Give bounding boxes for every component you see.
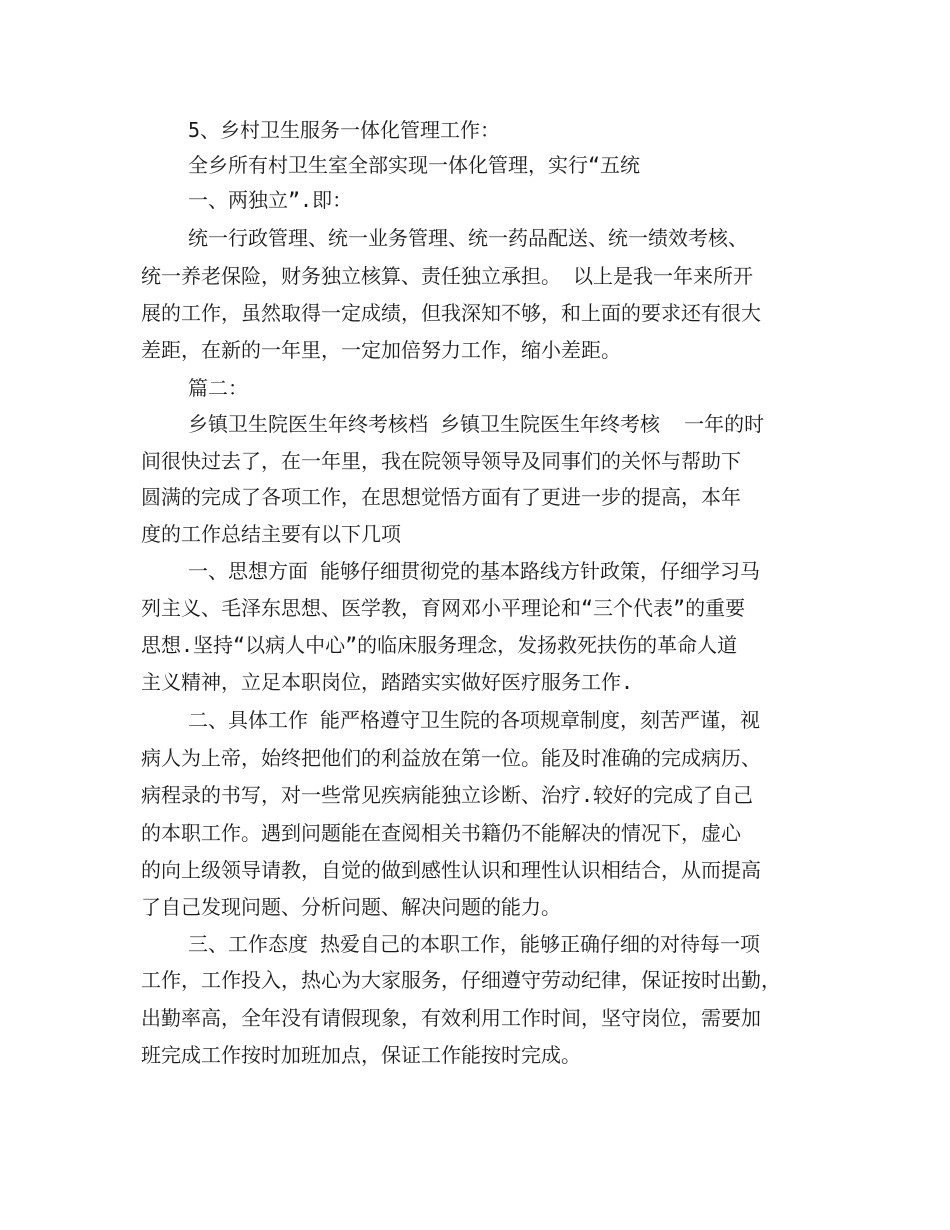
text-line: 差距，在新的一年里，一定加倍努力工作，缩小差距。 [141,338,621,362]
text-line: 统一行政管理、统一业务管理、统一药品配送、统一绩效考核、 [188,226,748,250]
text-line: 间很快过去了，在一年里，我在院领导领导及同事们的关怀与帮助下 [141,449,741,473]
text-line: 圆满的完成了各项工作，在思想觉悟方面有了更进一步的提高，本年 [141,485,741,509]
text-line: 的向上级领导请教，自觉的做到感性认识和理性认识相结合，从而提高 [141,858,761,882]
text-line: 一、两独立”.即： [188,188,353,212]
text-line: 乡镇卫生院医生年终考核档 乡镇卫生院医生年终考核 一年的时 [188,412,765,436]
text-line: 主义精神，立足本职岗位，踏踏实实做好医疗服务工作. [141,670,634,694]
text-line: 全乡所有村卫生室全部实现一体化管理，实行“五统 [188,153,641,177]
text-line: 一、思想方面 能够仔细贯彻党的基本路线方针政策，仔细学习马 [188,559,761,583]
text-line: 病程录的书写，对一些常见疾病能独立诊断、治疗.较好的完成了自己 [141,783,754,807]
text-line: 的本职工作。遇到问题能在查阅相关书籍仍不能解决的情况下，虚心 [141,821,741,845]
text-line: 思想.坚持“以病人中心”的临床服务理念，发扬救死扶伤的革命人道 [141,633,738,657]
text-line: 统一养老保险，财务独立核算、责任独立承担。 以上是我一年来所开 [141,264,754,288]
text-line: 出勤率高，全年没有请假现象，有效利用工作时间，坚守岗位，需要加 [141,1006,761,1030]
text-line: 三、工作态度 热爱自己的本职工作，能够正确仔细的对待每一项 [188,932,761,956]
text-line: 5、乡村卫生服务一体化管理工作： [188,118,501,142]
text-line: 工作，工作投入，热心为大家服务，仔细遵守劳动纪律，保证按时出勤， [141,968,781,992]
text-line: 了自己发现问题、分析问题、解决问题的能力。 [141,895,561,919]
text-line: 展的工作，虽然取得一定成绩，但我深知不够，和上面的要求还有很大 [141,301,761,325]
text-line: 班完成工作按时加班加点，保证工作能按时完成。 [141,1043,581,1067]
text-line: 二、具体工作 能严格遵守卫生院的各项规章制度，刻苦严谨，视 [188,708,761,732]
section-heading: 篇二： [188,376,248,400]
text-line: 病人为上帝，始终把他们的利益放在第一位。能及时准确的完成病历、 [141,746,761,770]
text-line: 列主义、毛泽东思想、医学教，育网邓小平理论和“三个代表”的重要 [141,596,746,620]
text-line: 度的工作总结主要有以下几项 [141,522,401,546]
